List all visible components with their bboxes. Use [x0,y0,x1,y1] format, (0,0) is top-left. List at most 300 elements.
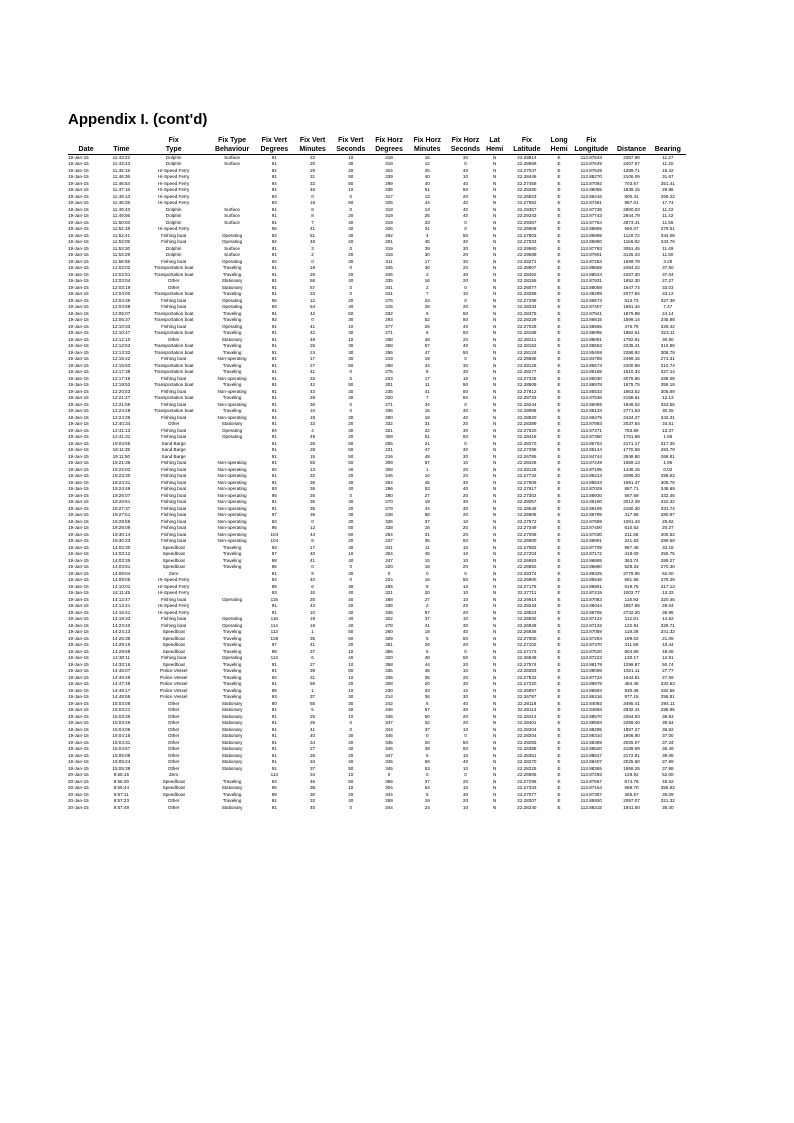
table-cell: Operating [221,427,243,433]
table-cell: 22.27173 [517,648,537,654]
table-cell: 22.29589 [517,252,537,257]
table-cell: 30 [348,330,354,335]
table-cell: Fishing boat [161,356,187,361]
table-cell: 22.27833 [517,239,537,244]
table-cell: 91 [271,382,277,387]
table-cell: 113.87249 [580,460,602,465]
table-cell: E [557,759,561,764]
table-cell: 6 [425,310,429,316]
table-cell: 95 [271,583,277,589]
table-cell: 22.27102 [517,642,537,647]
table-cell: N [493,291,497,296]
table-cell: 11:49:56 [112,213,131,218]
table-cell: 304 [385,785,393,790]
table-cell: Traveling [222,330,242,335]
table-cell: 37 [309,765,316,771]
table-cell: 94 [271,427,277,433]
table-cell: 22 [309,154,316,160]
table-cell: 113.88058 [580,284,602,290]
table-cell: Hi-Speed Ferry [158,174,190,179]
table-cell: N [493,265,497,270]
table-cell: 30 [348,570,354,576]
table-cell: 91 [271,421,277,426]
table-cell: 52 [424,317,430,322]
table-cell: 10 [309,590,316,595]
table-cell: 16 [424,154,430,160]
table-cell: 22.27562 [517,544,537,550]
table-cell: 19:29:09 [112,525,131,530]
table-cell: E [557,486,561,491]
table-cell: 324 [385,167,393,173]
table-cell: Other [167,746,180,751]
table-cell: 30 [462,239,469,244]
table-cell: Stationary [221,765,243,771]
table-cell: 91 [271,570,277,576]
table-cell: 113.86199 [580,505,602,511]
table-cell: 20 [462,265,469,270]
table-cell: 8 [311,206,314,212]
table-cell: 91 [271,726,277,732]
table-cell: 322 [385,616,393,621]
table-cell: 40 [348,746,354,751]
table-cell: 52.00 [662,570,674,576]
table-cell: Speedboat [162,778,185,784]
table-cell: 40 [348,544,354,550]
table-cell: 20 [462,421,469,426]
table-cell: 19:27:51 [112,512,131,517]
table-cell: 113.85643 [580,479,602,485]
table-cell: 306.76 [660,479,675,485]
table-cell: 20 [462,642,469,647]
table-cell: 35 [424,538,430,543]
table-cell: 50 [462,538,469,543]
table-cell: 214 [385,694,393,699]
table-cell: 33 [309,375,316,381]
table-cell: 19-Jan-15 [68,213,89,218]
table-cell: Stationary [221,284,243,290]
table-cell: 289.27 [660,557,675,563]
table-cell: 0 [425,733,429,738]
table-cell: 0 [349,291,353,296]
table-cell: 40 [348,609,354,615]
table-cell: 10 [348,785,354,790]
table-cell: 41 [424,388,430,394]
table-cell: 40 [424,180,430,186]
table-cell: 12:05:07 [112,310,131,316]
table-cell: Operating [221,596,243,602]
table-cell: Fishing boat [161,388,187,394]
table-cell: 7.47 [663,304,673,309]
table-cell: 14:46:49 [112,674,131,680]
table-cell: Fishing boat [161,479,187,485]
table-cell: 610.63 [624,525,639,530]
table-cell: 321 [385,590,393,595]
table-cell: 19-Jan-15 [68,440,89,446]
table-cell: 12.81 [662,655,674,660]
table-cell: Fishing boat [161,466,187,472]
table-cell: 31 [309,674,316,680]
table-cell: Operating [221,434,243,439]
table-cell: Fishing boat [161,531,187,537]
table-cell: 10 [462,590,469,595]
table-cell: 11:49:25 [112,200,131,205]
table-cell: 3.29 [663,258,673,264]
table-cell: 22.28334 [517,304,537,309]
table-cell: E [557,343,561,348]
table-cell: N [493,785,497,790]
table-cell: 308 [385,681,393,686]
table-cell: 113.87083 [580,596,602,602]
table-cell: 20-Jan-15 [68,772,89,777]
table-cell: 113.88179 [580,661,602,667]
column-header: Fix Latitude [513,136,541,153]
table-cell: 30 [462,447,469,452]
table-cell: 1156.82 [623,239,640,244]
table-cell: 33 [424,219,430,225]
table-cell: 20 [348,642,354,647]
table-cell: 345 [385,609,393,615]
table-cell: 113.88081 [580,336,602,342]
table-cell: 19:30:23 [112,538,131,543]
table-cell: 19-Jan-15 [68,609,89,615]
table-cell: 50 [348,525,354,530]
table-cell: 49 [309,434,316,439]
table-cell: 22.28280 [517,187,537,192]
table-cell: 11:46:36 [112,174,131,179]
table-cell: E [557,707,561,712]
table-cell: E [557,590,561,595]
table-cell: 10 [348,336,354,342]
table-cell: 90 [271,700,277,706]
table-cell: 0 [349,265,353,270]
table-cell: 298.95 [660,707,675,712]
table-cell: Non-operating [217,388,247,394]
table-cell: 51 [424,187,430,192]
table-cell: 33.18 [662,544,674,550]
table-cell: Fishing boat [161,499,187,504]
table-cell: 20 [309,161,316,166]
table-cell: E [557,603,561,608]
table-cell: 40 [348,622,354,628]
table-cell: E [557,746,561,751]
table-cell: 40 [462,200,469,205]
table-cell: Transportation boat [153,330,194,335]
table-cell: 341.32 [660,629,675,634]
table-cell: N [493,245,497,251]
table-cell: 32 [309,798,316,803]
table-cell: 10 [462,291,469,296]
table-cell: 346 [385,746,393,751]
table-cell: E [557,297,561,303]
table-cell: 22.26900 [517,538,537,543]
table-cell: 10 [462,785,469,790]
table-cell: Hi-Speed Ferry [158,193,190,199]
table-cell: 15 [424,557,430,563]
table-cell: 8 [425,369,429,374]
table-cell: 292 [385,232,393,238]
table-cell: 20 [462,492,469,498]
table-cell: 113.87520 [580,648,602,654]
table-cell: 25 [309,720,316,725]
table-cell: 20 [348,252,354,257]
table-cell: 42 [309,310,316,316]
table-cell: 50 [462,349,469,355]
table-cell: N [493,538,497,543]
table-cell: 10 [348,648,354,654]
table-cell: 320 [385,395,393,400]
table-cell: 19-Jan-15 [68,245,89,251]
table-cell: 278 [385,622,393,628]
table-cell: 19:27:37 [112,505,131,511]
table-cell: 0 [464,648,467,654]
table-cell: 22.28374 [517,570,537,576]
table-cell: 92 [271,317,277,322]
table-cell: 247 [385,557,393,563]
table-cell: E [557,694,561,699]
table-cell: 20 [348,473,354,478]
table-cell: 1 [311,629,314,634]
table-cell: Transportation boat [153,271,194,277]
table-cell: 41 [309,557,316,563]
table-cell: 30 [462,427,469,433]
table-cell: Police Vessel [160,674,188,680]
table-cell: 11.50 [662,252,674,257]
table-cell: 10 [348,713,354,719]
table-cell: 48 [424,655,430,660]
table-cell: 91 [271,323,277,329]
table-cell: E [557,408,561,413]
table-cell: Hi-Speed Ferry [158,200,190,205]
table-cell: 95 [271,525,277,530]
table-cell: E [557,739,561,745]
table-cell: Hi-Speed Ferry [158,583,190,589]
table-cell: 54 [424,785,430,790]
table-cell: 19-Jan-15 [68,310,89,316]
table-cell: 2158.61 [623,395,640,400]
table-cell: 40 [424,174,430,179]
table-cell: 13.33 [662,590,674,595]
table-cell: 50 [348,447,354,452]
table-cell: 113.85553 [580,343,602,348]
table-cell: Traveling [222,642,242,647]
table-cell: 30 [462,505,469,511]
table-cell: 20 [462,798,469,803]
table-cell: 39 [424,746,430,751]
table-cell: 315 [385,304,393,309]
table-cell: 14:47:48 [112,681,131,686]
table-cell: 92 [271,167,277,173]
table-cell: 254 [385,479,393,485]
table-cell: 11.22 [662,206,674,212]
table-cell: 10 [348,661,354,667]
table-cell: 519.75 [624,583,639,589]
table-cell: 50 [462,739,469,745]
table-cell: Other [167,798,180,803]
table-cell: 19:04:55 [112,440,131,446]
table-cell: Fishing boat [161,473,187,478]
table-cell: 12.13 [662,395,674,400]
table-cell: Fishing boat [161,460,187,465]
table-cell: 20 [348,505,354,511]
table-cell: 113.88310 [580,733,602,738]
table-cell: 40 [462,700,469,706]
table-cell: 19-Jan-15 [68,700,89,706]
table-cell: 40 [462,180,469,186]
table-cell: 341 [385,284,393,290]
table-cell: 30 [462,694,469,699]
table-cell: Zero [168,772,179,777]
table-cell: E [557,531,561,537]
table-cell: 10 [424,473,430,478]
table-cell: 41 [309,226,316,231]
table-cell: Non-operating [217,466,247,472]
table-cell: Non-operating [217,401,247,407]
table-cell: 2077.84 [623,291,640,296]
table-cell: E [557,668,561,673]
table-cell: 2076.65 [623,375,640,381]
table-cell: 15:03:45 [112,720,131,725]
table-cell: 113.87284 [580,258,602,264]
table-cell: 19-Jan-15 [68,297,89,303]
table-cell: 280.97 [660,512,675,517]
table-cell: 113.87387 [580,791,602,797]
table-cell: N [493,798,497,803]
table-cell: Operating [221,304,243,309]
table-cell: 271.31 [660,356,675,361]
table-cell: 1659.13 [623,460,640,465]
table-cell: 19-Jan-15 [68,739,89,745]
table-cell: 12:17:38 [112,369,131,374]
table-cell: 290 [385,414,393,420]
table-cell: 12:03:19 [112,284,131,290]
table-cell: 12:17:46 [112,375,131,381]
table-cell: 91 [271,161,277,166]
table-cell: 270 [385,499,393,504]
table-cell: N [493,492,497,498]
table-cell: N [493,362,497,368]
table-cell: E [557,473,561,478]
table-cell: 293 [385,317,393,322]
table-cell: E [557,356,561,361]
table-cell: E [557,434,561,439]
table-cell: 1782.91 [623,336,640,342]
table-cell: 5 [425,791,429,797]
table-cell: 2025.07 [623,739,640,745]
table-cell: E [557,700,561,706]
table-cell: 113.88593 [580,720,602,725]
table-cell: 30 [348,349,354,355]
table-cell: 13 [424,206,430,212]
table-cell: 345 [385,713,393,719]
table-cell: E [557,395,561,400]
table-cell: 0 [349,375,353,381]
table-cell: E [557,317,561,322]
table-cell: 19-Jan-15 [68,304,89,309]
table-cell: 22.25885 [517,356,537,361]
table-cell: 50 [462,635,469,641]
table-cell: 14:09:05 [112,577,131,582]
table-cell: 14:02:30 [112,544,131,550]
table-cell: 1120.72 [623,232,640,238]
table-cell: 20 [462,674,469,680]
table-cell: E [557,154,561,160]
column-header: Fix Vert Degrees [260,136,289,153]
table-cell: 30 [462,154,469,160]
table-cell: 27 [309,362,316,368]
table-cell: Traveling [222,544,242,550]
table-cell: 19-Jan-15 [68,174,89,179]
table-cell: 41 [309,726,316,732]
table-cell: 5 [425,648,429,654]
table-cell: 113.86978 [580,382,602,387]
table-cell: N [493,557,497,563]
table-cell: 22.27295 [517,778,537,784]
table-cell: Traveling [222,408,242,413]
table-cell: 1681.44 [623,304,640,309]
table-cell: Speedboat [162,791,185,797]
table-cell: 40 [309,804,316,810]
table-cell: 97 [271,642,277,647]
table-cell: 93 [271,590,277,595]
table-cell: 2254.93 [623,713,640,719]
table-cell: 20 [348,434,354,439]
table-cell: 877.15 [624,694,639,699]
table-cell: N [493,577,497,582]
table-cell: 113.86815 [580,317,602,322]
table-cell: 93 [271,544,277,550]
table-cell: 35 [309,499,316,504]
table-cell: E [557,278,561,283]
table-cell: 22.27220 [517,681,537,686]
table-cell: E [557,661,561,667]
table-cell: Stationary [221,713,243,719]
table-cell: 19-Jan-15 [68,317,89,322]
table-cell: 22.26905 [517,512,537,517]
table-cell: 15:04:31 [112,739,131,745]
table-cell: 233 [385,375,393,381]
table-cell: 44 [309,531,316,537]
table-cell: 19-Jan-15 [68,265,89,270]
table-cell: 14:48:55 [112,694,131,699]
table-cell: 11:53:20 [112,245,131,251]
column-header: Fix Type [165,136,182,153]
table-cell: Transportation boat [153,369,194,374]
table-cell: 22.28959 [517,161,537,166]
table-cell: 22.26932 [517,616,537,621]
table-cell: 0 [349,577,353,582]
table-cell: 280 [385,492,393,498]
table-cell: 19:11:50 [112,453,131,459]
table-cell: 122.91 [624,622,639,628]
table-cell: 345 [385,739,393,745]
table-cell: 30 [348,161,354,166]
table-cell: 19-Jan-15 [68,167,89,173]
table-cell: 93 [271,200,277,205]
table-cell: 271 [385,401,393,407]
table-cell: Non-operating [217,492,247,498]
table-cell: Speedboat [162,648,185,654]
table-cell: 216 [385,453,393,459]
table-cell: 50 [348,200,354,205]
table-cell: 0 [464,440,467,446]
table-cell: 19-Jan-15 [68,486,89,491]
table-cell: 19-Jan-15 [68,193,89,199]
table-cell: 10 [462,668,469,673]
table-cell: E [557,583,561,589]
table-cell: 22.28283 [517,739,537,745]
table-cell: 1770.58 [623,447,640,452]
table-cell: 50 [348,440,354,446]
